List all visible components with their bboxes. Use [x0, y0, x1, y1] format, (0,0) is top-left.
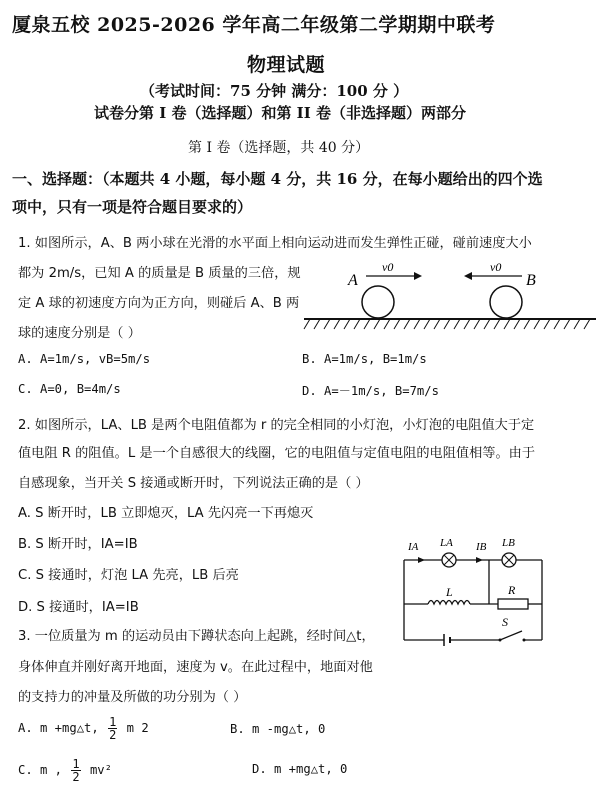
q2-option-d: D. S 接通时，IA=IB [18, 600, 139, 615]
q2-label-ia: IA [408, 541, 419, 553]
section-instructions-line2: 项中，只有一项是符合题目要求的） [12, 198, 253, 216]
q1-line3: 定 A 球的初速度方向为正方向，则碰后 A、B 两 [18, 296, 300, 311]
q2-inductor [428, 601, 470, 605]
q3-option-c [18, 758, 112, 783]
q2-lamp-a [442, 553, 456, 567]
q3-line2: 身体伸直并刚好离开地面，速度为 v。在此过程中，地面对他 [18, 660, 373, 675]
q3-option-c-denominator: 2 [72, 770, 80, 784]
q2-line3: 自感现象，当开关 S 接通或断开时，下列说法正确的是（ ） [18, 476, 369, 491]
q1-ball-a [362, 286, 394, 318]
exam-title: 厦泉五校 2025-2026 学年高二年级第二学期期中联考 [12, 14, 496, 36]
q2-battery [444, 634, 450, 646]
q1-collision-figure [300, 255, 600, 335]
q3-line1: 3. 一位质量为 m 的运动员由下蹲状态向上起跳，经时间△t， [18, 629, 375, 644]
q1-line1: 1. 如图所示，A、B 两小球在光滑的水平面上相向运动进而发生弹性正碰，碰前速度大小 [18, 236, 532, 251]
q1-ball-b [490, 286, 522, 318]
q3-option-d: D. m +mg△t, 0 [252, 762, 348, 776]
q2-label-l: L [446, 585, 453, 599]
q1-option-a: A. A=1m/s, vB=5m/s [18, 352, 151, 366]
q1-option-c: C. A=0, B=4m/s [18, 382, 121, 396]
q1-line2: 都为 2m/s，已知 A 的质量是 B 质量的三倍，规 [18, 266, 301, 281]
q2-switch [499, 631, 526, 642]
q1-option-b: B. A=1m/s, B=1m/s [302, 352, 427, 366]
q1-option-d: D. A=－1m/s, B=7m/s [302, 384, 439, 398]
q2-option-b: B. S 断开时，IA=IB [18, 537, 138, 552]
q2-label-r: R [508, 583, 516, 597]
q1-ground [304, 319, 596, 329]
part1-heading: 第 I 卷（选择题，共 40 分） [188, 140, 370, 156]
q3-option-a-numerator: 1 [109, 715, 117, 729]
q2-label-ib: IB [476, 541, 487, 553]
q1-label-a: A [348, 272, 358, 289]
q3-option-c-tail: mv² [89, 763, 112, 777]
section-instructions-line1: 一、选择题：（本题共 4 小题，每小题 4 分，共 16 分，在每小题给出的四个选 [12, 170, 543, 188]
q2-line1: 2. 如图所示，LA、LB 是两个电阻值都为 r 的完全相同的小灯泡，小灯泡的电阻值大于定 [18, 418, 535, 433]
q3-option-b: B. m -mg△t, 0 [230, 722, 326, 736]
q1-velocity-arrow-right [366, 272, 422, 280]
q3-option-a [18, 716, 149, 741]
q1-v0-left: v0 [382, 260, 394, 274]
q3-option-c-fraction [71, 758, 80, 783]
exam-structure: 试卷分第 I 卷（选择题）和第 II 卷（非选择题）两部分 [94, 104, 466, 122]
q2-lamp-b [502, 553, 516, 567]
q2-label-s: S [502, 615, 508, 629]
q2-option-c: C. S 接通时，灯泡 LA 先亮，LB 后亮 [18, 568, 239, 583]
q1-line4: 球的速度分别是（ ） [18, 326, 141, 341]
q3-option-c-numerator: 1 [72, 757, 80, 771]
q2-circuit-figure [392, 530, 552, 648]
q3-option-a-tail: m 2 [126, 721, 149, 735]
subject-title: 物理试题 [247, 54, 326, 76]
q2-resistor [498, 599, 528, 609]
q2-line2: 值电阻 R 的阻值。L 是一个自感很大的线圈，它的电阻值与定值电阻的电阻值相等。由于 [18, 446, 536, 461]
q3-option-a-denominator: 2 [109, 728, 117, 742]
exam-info: （考试时间：75 分钟 满分：100 分 ） [140, 82, 409, 100]
q2-option-a: A. S 断开时，LB 立即熄灭，LA 先闪亮一下再熄灭 [18, 506, 314, 521]
q1-label-b: B [526, 272, 536, 289]
q2-label-lb: LB [502, 537, 515, 549]
q3-option-a-fraction [108, 716, 117, 741]
q3-option-a-text: A. m +mg△t, [18, 721, 99, 735]
q1-v0-right: v0 [490, 260, 502, 274]
q2-label-la: LA [440, 537, 453, 549]
q3-line3: 的支持力的冲量及所做的功分别为（ ） [18, 690, 247, 705]
q3-option-c-text: C. m , [18, 763, 63, 777]
q2-circuit-wires [404, 560, 542, 640]
